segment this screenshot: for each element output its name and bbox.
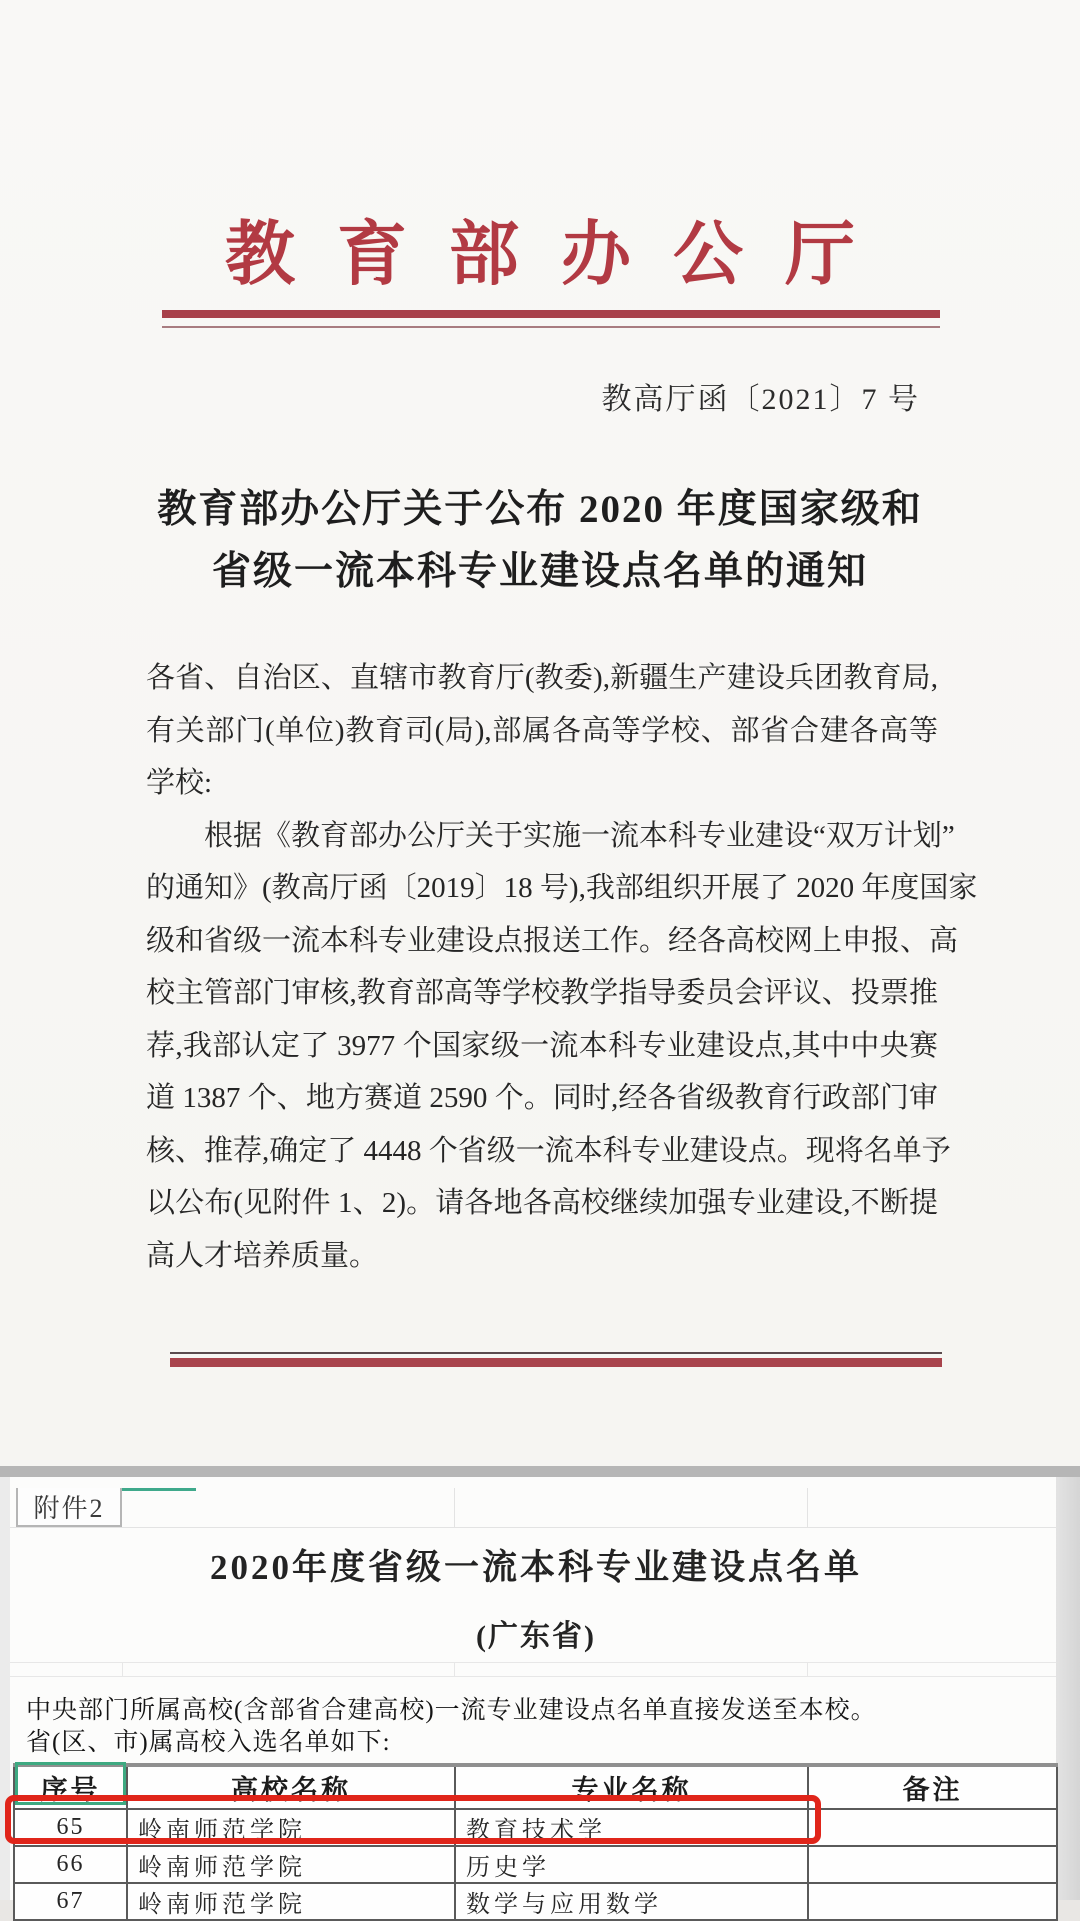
body-line: 根据《教育部办公厅关于实施一流本科专业建设“双万计划” [204,819,955,852]
table-cell [808,1883,1057,1920]
table-header-cell: 备注 [808,1765,1057,1809]
table-row [14,1883,1057,1920]
letterhead-title: 教育部办公厅 [225,217,897,294]
table-cell: 岭南师范学院 [127,1846,455,1883]
body-line: 各省、自治区、直辖市教育厅(教委),新疆生产建设兵团教育局, [146,662,938,694]
table-cell: 历史学 [455,1846,808,1883]
body-line: 学校: [146,767,213,799]
table-cell: 教育技术学 [455,1809,808,1846]
table-cell: 67 [14,1883,127,1920]
sheet-gridline [454,1662,455,1676]
table-cell [808,1809,1057,1846]
attachment-note-line2: 省(区、市)属高校入选名单如下: [26,1729,391,1756]
table-cell [808,1846,1057,1883]
table-row [14,1846,1057,1883]
table-cell: 65 [14,1809,127,1846]
body-line: 校主管部门审核,教育部高等学校教学指导委员会评议、投票推 [146,977,938,1009]
table-cell: 数学与应用数学 [455,1883,808,1920]
sheet-gridline [807,1488,808,1527]
section-divider [0,1466,1080,1477]
closing-rule-thin [170,1352,942,1354]
sheet-right-edge [1056,1477,1080,1900]
sheet-gridline [454,1488,455,1527]
notice-title-line2: 省级一流本科专业建设点名单的通知 [211,550,868,593]
attachment-note-line1: 中央部门所属高校(含部省合建高校)一流专业建设点名单直接发送至本校。 [26,1697,877,1724]
letterhead-rule-thin [162,326,940,328]
sheet-gridline [122,1662,123,1676]
body-line: 核、推荐,确定了 4448 个省级一流本科专业建设点。现将名单予 [146,1134,951,1167]
sheet-gridline [807,1662,808,1676]
body-line: 以公布(见附件 1、2)。请各地各高校继续加强专业建设,不断提 [146,1187,938,1219]
body-line: 级和省级一流本科专业建设点报送工作。经各高校网上申报、高 [146,924,959,957]
sheet-gridline [10,1676,1056,1677]
table-header-cell: 高校名称 [127,1765,455,1809]
row-highlight-box [5,1795,821,1844]
table-header-cell: 序号 [14,1765,127,1809]
attachment-title: 2020年度省级一流本科专业建设点名单 [209,1548,862,1587]
table-cell: 66 [14,1846,127,1883]
table-cell: 岭南师范学院 [127,1809,455,1846]
notice-body [146,652,978,1282]
attachment-subtitle: (广东省) [476,1620,596,1653]
body-line: 的通知》(教高厅函〔2019〕18 号),我部组织开展了 2020 年度国家 [146,872,978,904]
sheet-gridline [10,1527,1056,1528]
doc-number: 教高厅函〔2021〕7 号 [601,383,920,416]
body-line: 荐,我部认定了 3977 个国家级一流本科专业建设点,其中中央赛 [146,1029,938,1062]
body-line: 有关部门(单位)教育司(局),部属各高等学校、部省合建各高等 [146,714,938,747]
attachment-tab-label: 附件2 [33,1494,105,1523]
body-line: 高人才培养质量。 [146,1239,379,1272]
table-header-cell: 专业名称 [455,1765,808,1809]
sheet-gridline [10,1662,1056,1663]
body-line: 道 1387 个、地方赛道 2590 个。同时,经各省级教育行政部门审 [146,1082,938,1114]
closing-rule-thick [170,1358,942,1367]
attachment-tab [16,1488,122,1527]
notice-title-line1: 教育部办公厅关于公布 2020 年度国家级和 [157,488,923,531]
letterhead-rule-thick [162,310,940,318]
table-cell: 岭南师范学院 [127,1883,455,1920]
